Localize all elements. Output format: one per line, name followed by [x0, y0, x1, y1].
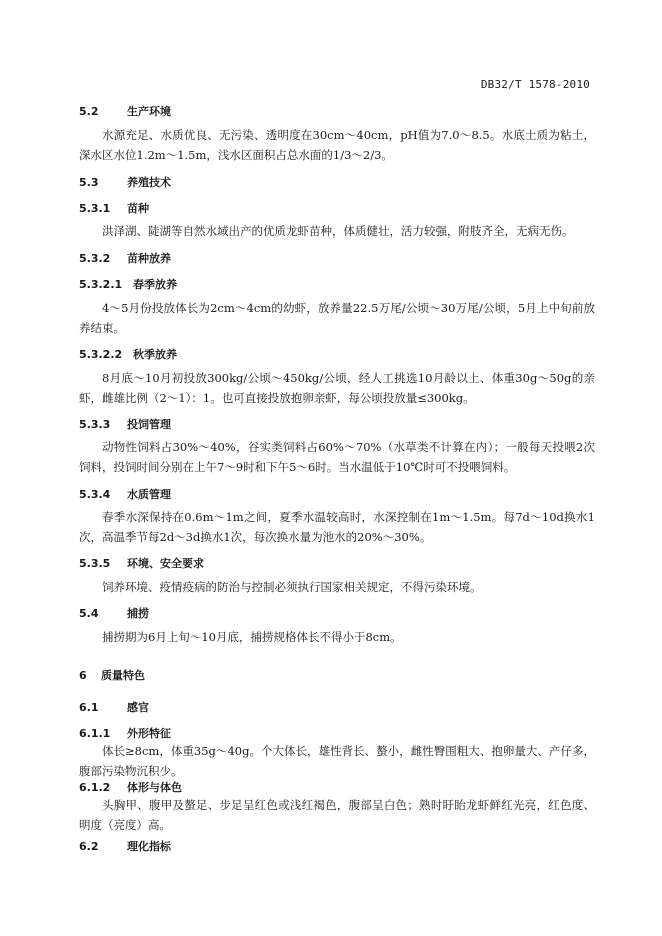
heading-title: 苗种 — [127, 202, 149, 215]
heading-title: 理化指标 — [127, 840, 171, 853]
heading-5-3 — [79, 174, 171, 190]
heading-5-4 — [79, 605, 149, 621]
paragraph-5-3-1: 洪泽湖、陡湖等自然水域出产的优质龙虾苗种，体质健壮，活力较强，附肢齐全，无病无伤。 — [102, 224, 574, 238]
heading-number: 6.1 — [79, 701, 99, 714]
heading-title: 生产环境 — [127, 105, 171, 118]
heading-number: 5.3.2.1 — [79, 278, 123, 291]
heading-number: 5.3.2 — [79, 252, 111, 265]
document-id: DB32/T 1578-2010 — [480, 78, 590, 91]
heading-title: 感官 — [127, 701, 149, 714]
paragraph-5-3-2-1: 4～5月份投放体长为2cm～4cm的幼虾，放养量22.5万尾/公顷～30万尾/公顷，5月上中旬前放养结束。 — [79, 301, 595, 335]
heading-number: 5.2 — [79, 105, 99, 118]
heading-5-3-3 — [79, 416, 171, 432]
heading-5-3-2 — [79, 250, 171, 266]
heading-6-1 — [79, 699, 149, 715]
heading-5-3-5 — [79, 555, 204, 571]
paragraph-5-3-4: 春季水深保持在0.6m～1m之间，夏季水温较高时，水深控制在1m～1.5m。每7d～10d换水1次，高温季节每2d～3d换水1次，每次换水量为池水的20%～30%。 — [79, 510, 595, 544]
heading-title: 体形与体色 — [127, 781, 182, 794]
heading-6-2 — [79, 838, 171, 854]
heading-number: 5.3.3 — [79, 418, 111, 431]
heading-number: 5.4 — [79, 607, 99, 620]
heading-number: 5.3 — [79, 176, 99, 189]
heading-title: 投饲管理 — [127, 418, 171, 431]
heading-number: 5.3.2.2 — [79, 348, 123, 361]
heading-number: 5.3.4 — [79, 488, 111, 501]
heading-title: 外形特征 — [127, 727, 171, 740]
heading-5-3-2-2 — [79, 346, 177, 362]
heading-title: 苗种放养 — [127, 252, 171, 265]
heading-title: 环境、安全要求 — [127, 557, 204, 570]
heading-number: 6.2 — [79, 840, 99, 853]
heading-5-2 — [79, 103, 171, 119]
paragraph-5-3-3: 动物性饲料占30%～40%，谷实类饲料占60%～70%（水草类不计算在内）；一般每天投喂2次饲料，投饲时间分别在上午7～9时和下午5～6时。当水温低于10℃时可不投喂饲料。 — [79, 440, 595, 474]
heading-title: 质量特色 — [101, 669, 145, 682]
paragraph-5-2: 水源充足、水质优良、无污染、透明度在30cm～40cm，pH值为7.0～8.5。水底土质为粘土，深水区水位1.2m～1.5m，浅水区面积占总水面的1/3～2/3。 — [79, 128, 595, 162]
paragraph-5-3-2-2: 8月底～10月初投放300kg/公顷～450kg/公顷，经人工挑选10月龄以上、体重30g～50g的亲虾，雌雄比例（2～1）：1。也可直接投放抱卵亲虾，每公顷投放量≤300kg。 — [79, 371, 595, 405]
paragraph-6-1-1: 体长≥8cm，体重35g～40g。个大体长，雄性背长、螯小，雌性臀围粗大、抱卵量大、产仔多，腹部污染物沉积少。 — [79, 744, 595, 778]
heading-5-3-2-1 — [79, 276, 177, 292]
heading-number: 5.3.5 — [79, 557, 111, 570]
heading-number: 5.3.1 — [79, 202, 111, 215]
heading-title: 春季放养 — [133, 278, 177, 291]
paragraph-6-1-2: 头胸甲、腹甲及螯足、步足呈红色或浅红褐色，腹部呈白色；熟时盱眙龙虾鲜红光亮，红色度、明度（亮度）高。 — [79, 798, 595, 832]
heading-6 — [79, 667, 145, 683]
heading-title: 捕捞 — [127, 607, 149, 620]
heading-5-3-1 — [79, 200, 149, 216]
heading-title: 养殖技术 — [127, 176, 171, 189]
heading-number: 6 — [79, 669, 87, 682]
heading-6-1-1 — [79, 725, 171, 741]
paragraph-5-3-5: 饲养环境、疫情疫病的防治与控制必须执行国家相关规定，不得污染环境。 — [102, 580, 482, 594]
heading-title: 水质管理 — [127, 488, 171, 501]
paragraph-5-4: 捕捞期为6月上旬～10月底，捕捞规格体长不得小于8cm。 — [102, 630, 402, 644]
heading-title: 秋季放养 — [133, 348, 177, 361]
heading-6-1-2 — [79, 779, 182, 795]
heading-number: 6.1.2 — [79, 781, 111, 794]
heading-number: 6.1.1 — [79, 727, 111, 740]
heading-5-3-4 — [79, 486, 171, 502]
